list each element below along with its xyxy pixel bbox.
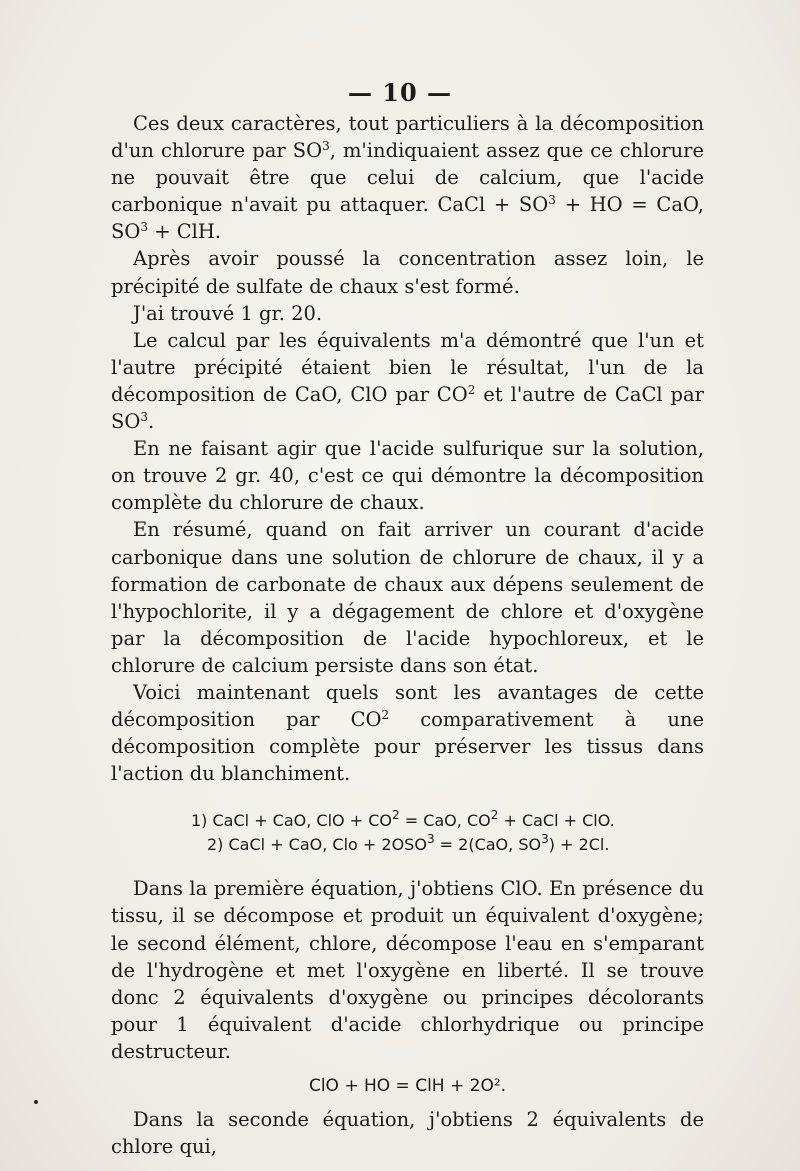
paragraph-7: Voici maintenant quels sont les avantages de cette décomposition par $CO^2$ comparativement à une décomposition complète pour préserver les tissus dans l'action du blanchiment. [111,680,704,786]
ink-speck [34,1100,38,1104]
paragraph-9: Dans la seconde équation, j'obtiens 2 équivalents de chlore qui, [111,1108,704,1159]
equation-1: 1) CaCl + CaO, ClO + $CO^2$ = CaO, $CO^2$ + CaCl + ClO. [191,808,615,831]
paragraph-6: En résumé, quand on fait arriver un courant d'acide carbonique dans une solution de chlorure de chaux, il y a formation de carbonate de chaux aux dépens seulement de l'hypochlorite, il y a dégagement de chlore et d'oxygène par la décomposition de l'acide hypochloreux, et le chlorure de calcium persiste dans son état. [111,518,704,677]
page-number: — 10 — [347,78,453,107]
equation-block [111,809,704,857]
paragraph-8: Dans la première équation, j'obtiens ClO. En présence du tissu, il se décompose et produit un équivalent d'oxygène; le second élément, chlore, décompose l'eau en s'emparant de l'hydrogène et met l'oxygène en liberté. Il se trouve donc 2 équivalents d'oxygène ou principes décolorants pour 1 équivalent d'acide chlorhydrique ou principe destructeur. [111,877,704,1063]
paragraph-2: Après avoir poussé la concentration assez loin, le précipité de sulfate de chaux s'est formé. [111,247,704,298]
paragraph-1: Ces deux caractères, tout particuliers à la décomposition d'un chlorure par $SO^3$, m'indiquaient assez que ce chlorure ne pouvait être que celui de calcium, que l'acide carbonique n'avait pu attaquer. CaCl + $SO^3$ + HO = CaO, $SO^3$ + ClH. [111,112,705,244]
body-text [111,110,704,1160]
equation-2: 2) CaCl + CaO, Clo + $2OSO^3 = 2(CaO$, $SO^3) + 2Cl$. [207,832,610,855]
paragraph-5: En ne faisant agir que l'acide sulfurique sur la solution, on trouve 2 gr. 40, c'est ce qui démontre la décomposition complète du chlorure de chaux. [111,437,704,515]
paragraph-3: J'ai trouvé 1 gr. 20. [133,301,323,325]
equation-3: ClO + HO = ClH + 2O². [308,1076,507,1096]
paragraph-4: Le calcul par les équivalents m'a démontré que l'un et l'autre précipité étaient bien le résultat, l'un de la décomposition de CaO, ClO par $CO^2$ et l'autre de CaCl par $SO^3$. [111,328,704,434]
